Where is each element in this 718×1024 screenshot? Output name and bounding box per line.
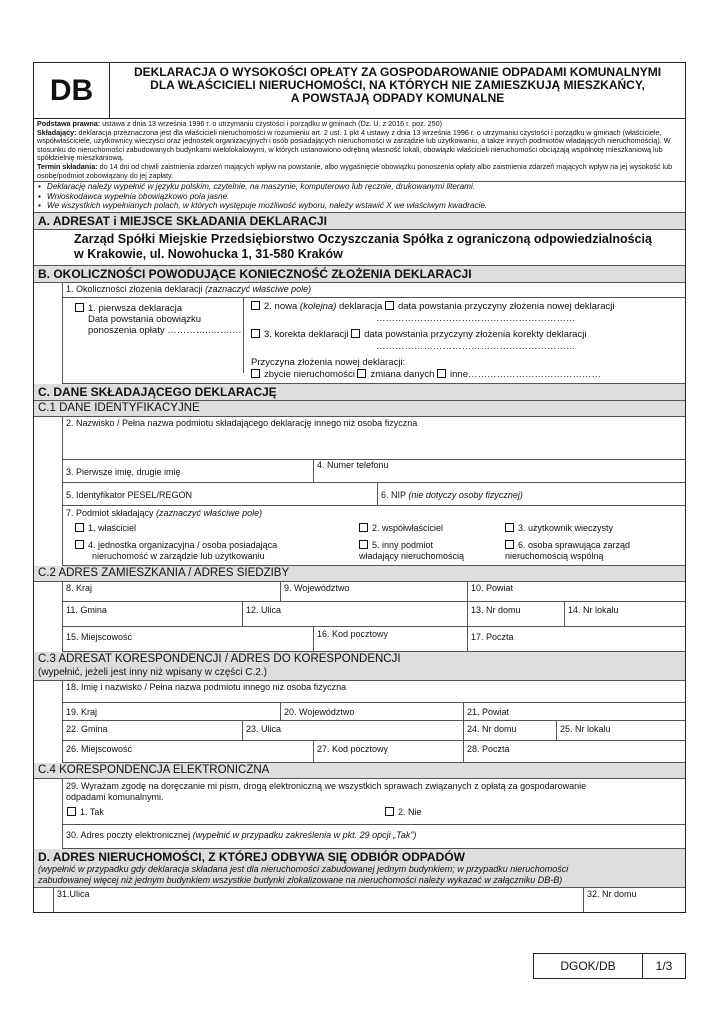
c2-body [62, 582, 685, 652]
section-d-note-1: (wypełnić w przypadku gdy deklaracja składana jest dla nieruchomości zabudowanej jednym budynkiem; w przypadku nieruchomości [38, 863, 569, 874]
b-divider [63, 298, 244, 373]
entity-manager-label-2: nieruchomością wspólną [505, 550, 604, 561]
field-2-name[interactable] [63, 417, 685, 460]
entity-org-label-1: 4. jednostka organizacyjna / osoba posiadająca [88, 539, 278, 550]
submitter-label: Składający: [37, 127, 77, 137]
field-15-city[interactable] [63, 627, 314, 651]
opt2-label: 2. nowa [264, 300, 300, 312]
consent-no-label: 2. Nie [398, 806, 422, 817]
field-1-label-text: 1. Okoliczności złożenia deklaracji [66, 283, 206, 294]
field-22-commune[interactable] [63, 721, 243, 740]
field-8-country[interactable] [63, 582, 281, 601]
reason-other[interactable]: inne…………………………………… [450, 368, 601, 380]
legal-basis-label: Podstawa prawna: [37, 119, 101, 128]
field-13-label: 13. Nr domu [471, 604, 521, 615]
instructions [34, 182, 685, 213]
field-1-hint: (zaznaczyć właściwe pole) [205, 283, 312, 294]
c1-row-5-6 [63, 483, 685, 506]
entity-other-label-1: 5. inny podmiot [372, 539, 434, 550]
instruction-item: ▪ Wnioskodawca wypełnia obowiązkowo pola jasne. [38, 192, 681, 202]
field-9-label: 9. Województwo [284, 582, 350, 593]
c3-title [34, 652, 685, 681]
entity-perpetual-label: 3. użytkownik wieczysty [518, 522, 614, 533]
section-d-note-2: zabudowanej więcej niż jednym budynkiem wszystkie budynki zlokalizowane na nieruchomości należy wykazać w załączniku DB-B) [38, 874, 563, 885]
opt2-date-label: data powstania przyczyny złożenia nowej deklaracji [397, 300, 615, 312]
field-26-label: 26. Miejscowość [66, 743, 133, 754]
field-29-label-2: odpadami komunalnymi. [66, 791, 164, 802]
consent-no[interactable] [385, 807, 422, 817]
entity-owner-label: 1. właściciel [88, 522, 137, 533]
field-7-entity-type [63, 506, 685, 566]
field-24-label: 24. Nr domu [467, 723, 517, 734]
field-14-label: 14. Nr lokalu [568, 604, 619, 615]
declaration-form [33, 62, 686, 913]
form-code: DB [34, 63, 110, 118]
title-line-3: A POWSTAJĄ ODPADY KOMUNALNE [290, 91, 505, 105]
checkbox-correction-date[interactable] [351, 329, 360, 338]
c1-row-3-4 [63, 460, 685, 483]
section-c-title: C. DANE SKŁADAJĄCEGO DEKLARACJĘ [34, 384, 685, 401]
form-header [34, 63, 685, 119]
field-22-label: 22. Gmina [66, 723, 108, 734]
field-24-house[interactable] [464, 721, 557, 740]
entity-coowner[interactable] [359, 523, 443, 533]
field-25-flat[interactable] [557, 721, 685, 740]
title-line-2: DLA WŁAŚCICIELI NIERUCHOMOŚCI, NA KTÓRYCH NIE ZAMIESZKUJĄ MIESZKAŃCY, [150, 78, 645, 92]
field-5-pesel[interactable] [63, 483, 378, 505]
option-correction[interactable] [251, 329, 691, 353]
checkbox-perpetual[interactable] [505, 523, 514, 532]
field-4-label: 4. Numer telefonu [317, 459, 389, 470]
checkbox-org-unit[interactable] [75, 540, 84, 549]
field-23-street[interactable] [243, 721, 464, 740]
opt2-date-field[interactable]: ……………………………………………………… [376, 312, 576, 324]
consent-yes-label: 1. Tak [80, 806, 104, 817]
field-11-commune[interactable] [63, 602, 243, 626]
opt1-label: 1. pierwsza deklaracja [88, 302, 182, 314]
field-8-label: 8. Kraj [66, 582, 93, 593]
field-29-consent [63, 779, 685, 825]
section-d-header [34, 849, 685, 888]
entity-manager[interactable] [505, 540, 630, 562]
field-29-label-1: 29. Wyrażam zgodę na doręczanie mi pism, drogą elektroniczną we wszystkich sprawach związanych z opłatą za gospodarowanie [66, 780, 587, 791]
field-6-hint: (nie dotyczy osoby fizycznej) [408, 489, 523, 500]
section-d-title: D. ADRES NIERUCHOMOŚCI, Z KTÓREJ ODBYWA SIĘ ODBIÓR ODPADÓW [38, 849, 465, 864]
field-2-label: 2. Nazwisko / Pełna nazwa podmiotu składającego deklarację innego niż osoba fizyczna [66, 417, 418, 428]
entity-org-label-2: nieruchomość w zarządzie lub użytkowaniu [92, 550, 265, 561]
recipient-line-1: Zarząd Spółki Miejskie Przedsiębiorstwo Oczyszczania Spółka z ograniczoną odpowiedzialnością [74, 231, 652, 246]
field-12-street[interactable] [243, 602, 468, 626]
footer-code: DGOK/DB [534, 954, 643, 978]
field-17-post[interactable] [468, 627, 685, 651]
c3-body [62, 681, 685, 763]
deadline-text: do 14 dni od chwili zaistnienia zdarzeń mających wpływ na powstanie, albo wygaśnięcie obowiązku ponoszenia opłaty albo zaistnienia zdarzeń mających wpływ na jej wysokość lub osobę/podmiot zobowiązany do jej zapłaty. [37, 161, 673, 180]
checkbox-new-date[interactable] [385, 301, 394, 310]
title-line-1: DEKLARACJA O WYSOKOŚCI OPŁATY ZA GOSPODAROWANIE ODPADAMI KOMUNALNYMI [133, 65, 662, 79]
field-28-label: 28. Poczta [467, 743, 510, 754]
field-10-county[interactable] [468, 582, 685, 601]
field-27-postcode[interactable] [314, 741, 464, 762]
entity-manager-label-1: 6. osoba sprawująca zarząd [518, 539, 631, 550]
field-16-postcode[interactable] [314, 627, 468, 651]
consent-yes[interactable] [67, 807, 104, 817]
field-17-label: 17. Poczta [471, 631, 514, 642]
field-21-county[interactable] [464, 703, 685, 720]
c2-title: C.2 ADRES ZAMIESZKANIA / ADRES SIEDZIBY [34, 566, 685, 582]
opt2-italic: (kolejna) [299, 300, 337, 312]
legal-info [34, 119, 685, 182]
entity-coowner-label: 2. współwłaściciel [372, 522, 444, 533]
reason-label: Przyczyna złożenia nowej deklaracji: [251, 356, 406, 368]
reason-sale: zbycie nieruchomości [264, 368, 358, 380]
entity-other[interactable] [359, 540, 464, 562]
field-26-city[interactable] [63, 741, 314, 762]
checkbox-new[interactable] [251, 301, 260, 310]
opt3-label: 3. korekta deklaracji [264, 328, 352, 340]
c1-title: C.1 DANE IDENTYFIKACYJNE [34, 401, 685, 417]
c3-row-2 [63, 721, 685, 741]
field-5-label: 5. Identyfikator PESEL/REGON [66, 489, 193, 500]
field-20-voivodeship[interactable] [281, 703, 464, 720]
reason-block [251, 357, 691, 381]
checkbox-consent-yes[interactable] [67, 807, 76, 816]
opt3-date-field[interactable]: ……………………………………………………… [376, 340, 576, 352]
c2-row-3 [63, 627, 685, 652]
c3-title-text: C.3 ADRESAT KORESPONDENCJI / ADRES DO KORESPONDENCJI [38, 652, 401, 665]
checkbox-reason-sale[interactable] [251, 369, 260, 378]
field-21-label: 21. Powiat [467, 706, 510, 717]
checkbox-correction[interactable] [251, 329, 260, 338]
recipient-line-2: w Krakowie, ul. Nowohucka 1, 31-580 Kraków [74, 246, 343, 261]
c1-body [62, 417, 685, 566]
c3-row-1 [63, 703, 685, 721]
field-6-label: 6. NIP [381, 489, 409, 500]
field-7-label: 7. Podmiot składający [66, 507, 157, 518]
c4-body [62, 779, 685, 849]
field-30-label: 30. Adres poczty elektronicznej [66, 829, 193, 840]
field-1-label [63, 283, 685, 298]
field-7-hint: (zaznaczyć właściwe pole) [156, 507, 263, 518]
c4-title: C.4 KORESPONDENCJA ELEKTRONICZNA [34, 763, 685, 779]
field-30-hint: (wypełnić w przypadku zakreślenia w pkt. 29 opcji „Tak”) [192, 829, 417, 840]
c2-row-1 [63, 582, 685, 602]
field-32-label: 32. Nr domu [587, 888, 637, 899]
section-a-title: A. ADRESAT i MIEJSCE SKŁADANIA DEKLARACJI [34, 213, 685, 230]
checkbox-consent-no[interactable] [385, 807, 394, 816]
field-19-label: 19. Kraj [66, 706, 98, 717]
field-18-label: 18. Imię i nazwisko / Pełna nazwa podmiotu innego niż osoba fizyczna [66, 681, 347, 692]
field-12-label: 12. Ulica [246, 604, 282, 615]
reason-change: zmiana danych [370, 368, 438, 380]
field-14-flat[interactable] [565, 602, 685, 626]
opt3-date-label: data powstania przyczyny złożenia korekty deklaracji [364, 328, 587, 340]
field-19-country[interactable] [63, 703, 281, 720]
entity-org-unit[interactable] [75, 540, 277, 562]
recipient-address [34, 230, 685, 266]
opt1-date-field[interactable]: ponoszenia opłaty …………..…….… [88, 324, 242, 336]
section-d-row [53, 888, 685, 912]
entity-perpetual-user[interactable] [505, 523, 613, 533]
checkbox-manager[interactable] [505, 540, 514, 549]
field-4-phone[interactable] [314, 460, 685, 482]
field-32-house[interactable] [584, 888, 685, 912]
section-b-title: B. OKOLICZNOŚCI POWODUJĄCE KONIECZNOŚĆ ZŁOŻENIA DEKLARACJI [34, 266, 685, 283]
submitter-text: deklaracja przeznaczona jest dla właścicieli nieruchomości w rozumieniu art. 2 ust. 1 pkt 4 ustawy z dnia 13 września 1996 r. o utrzymaniu czystości i porządku w gminach (właściciele, współwłaściciele, użytkownicy wieczyści oraz jednostek organizacyjnych i osób posiadających nieruchomości w zarządzie lub użytkowaniu, a także innych podmiotów władających nieruchomością). W stosunku do nieruchomości zabudowanych budynkami wielolokalowymi, w których ustanowiono odrębną własność lokali, obowiązki właścicieli nieruchomości obciążają wspólnotę mieszkaniową lub spółdzielnię mieszkaniową. [37, 127, 671, 163]
checkbox-coowner[interactable] [359, 523, 368, 532]
form-title [110, 63, 685, 118]
c2-row-2 [63, 602, 685, 627]
field-6-nip[interactable] [378, 483, 685, 505]
field-13-house[interactable] [468, 602, 565, 626]
field-25-label: 25. Nr lokalu [560, 723, 611, 734]
page-footer [533, 953, 686, 979]
field-18-name[interactable] [63, 681, 685, 703]
page-number: 1/3 [655, 959, 673, 973]
field-3-first-name[interactable] [63, 460, 314, 482]
option-new-declaration[interactable] [251, 301, 691, 325]
c3-row-3 [63, 741, 685, 763]
opt2-suffix: deklaracja [336, 300, 385, 312]
c3-subtitle: (wypełnić, jeżeli jest inny niż wpisany w części C.2.) [38, 666, 267, 678]
field-23-label: 23. Ulica [246, 723, 282, 734]
opt1-date-label: Data powstania obowiązku [88, 313, 202, 325]
checkbox-reason-change[interactable] [357, 369, 366, 378]
field-9-voivodeship[interactable] [281, 582, 468, 601]
field-15-label: 15. Miejscowość [66, 631, 133, 642]
field-3-label: 3. Pierwsze imię, drugie imię [66, 466, 181, 477]
deadline-label: Termin składania: [37, 161, 98, 171]
instruction-item: ▪ Deklarację należy wypełnić w języku polskim, czytelnie, na maszynie, komputerowo lub ręcznie, drukowanymi literami. [38, 182, 681, 192]
section-b-body [62, 283, 685, 384]
legal-basis-text: ustawa z dnia 13 września 1996 r. o utrzymaniu czystości i porządku w gminach (Dz. U. z 2016 r. poz. 250) [100, 119, 443, 128]
field-10-label: 10. Powiat [471, 582, 514, 593]
entity-other-label-2: władający nieruchomością [359, 550, 465, 561]
instruction-item: ▪ We wszystkich wypełnianych polach, w których występuje możliwość wyboru, należy wstawić X we właściwym kwadracie. [38, 201, 681, 211]
field-27-label: 27. Kod pocztowy [317, 743, 389, 754]
entity-owner[interactable] [75, 523, 136, 533]
field-28-post[interactable] [464, 741, 685, 762]
field-11-label: 11. Gmina [66, 604, 107, 615]
field-31-label: 31.Ulica [57, 888, 90, 899]
field-20-label: 20. Województwo [284, 706, 355, 717]
b-options [63, 298, 685, 383]
field-30-email[interactable] [63, 825, 685, 849]
field-16-label: 16. Kod pocztowy [317, 628, 389, 639]
checkbox-owner[interactable] [75, 523, 84, 532]
checkbox-other[interactable] [359, 540, 368, 549]
checkbox-reason-other[interactable] [437, 369, 446, 378]
field-31-street[interactable] [54, 888, 584, 912]
